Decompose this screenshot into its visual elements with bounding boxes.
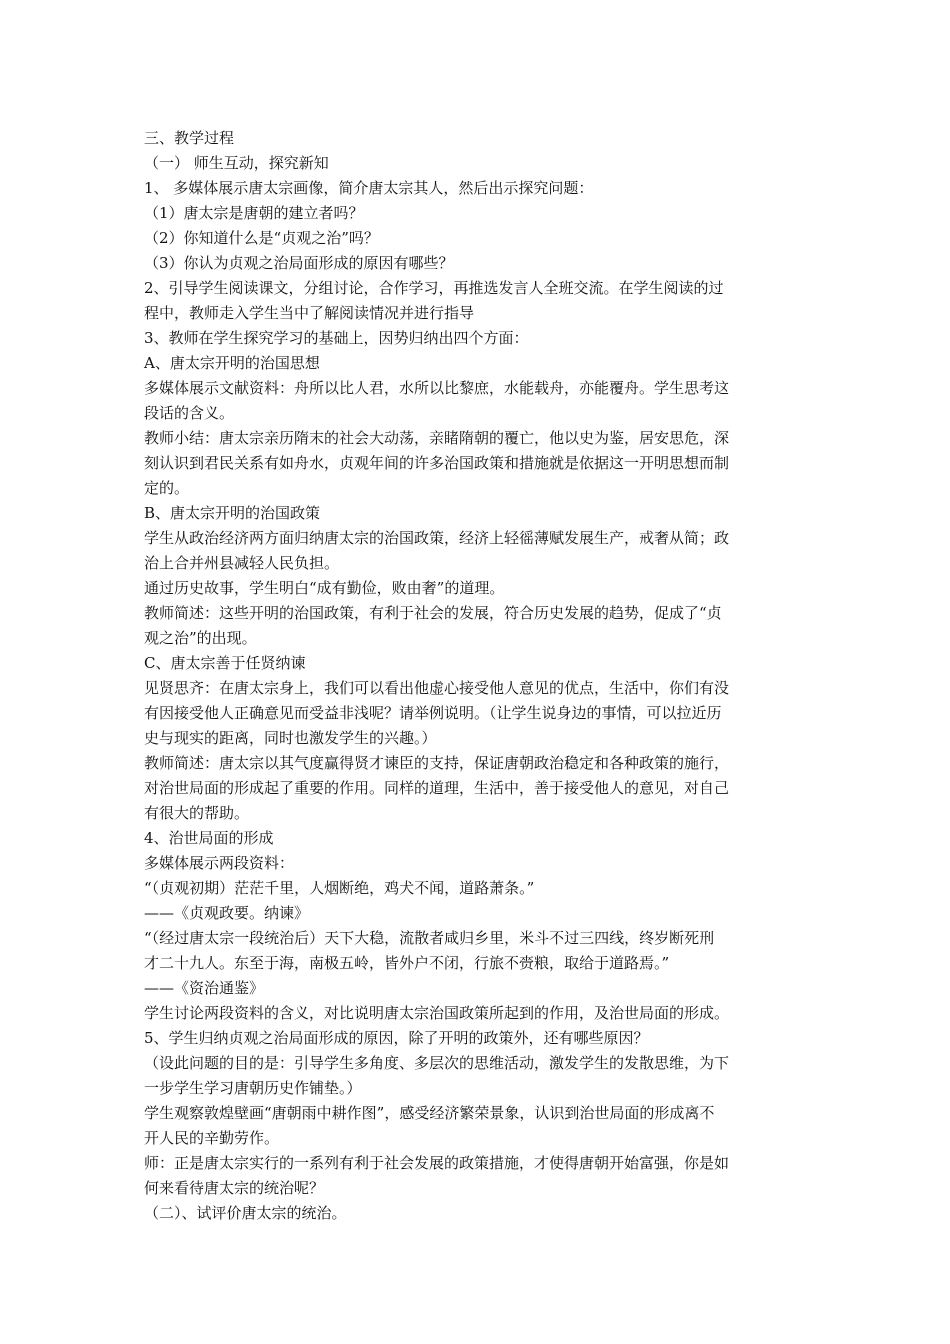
step-3: 3、教师在学生探究学习的基础上，因势归纳出四个方面：: [144, 329, 529, 347]
section-heading: 三、教学过程: [144, 129, 235, 147]
subsection-heading-1: （一） 师生互动，探究新知: [144, 154, 329, 172]
point-a-summary: 刻认识到君民关系有如舟水，贞观年间的许多治国政策和措施就是依据这一开明思想而制: [144, 454, 730, 472]
step-5-note: （设此问题的目的是：引导学生多角度、多层次的思维活动，激发学生的发散思维，为下: [144, 1054, 730, 1072]
step-2-line-2: 程中，教师走入学生当中了解阅读情况并进行指导: [144, 304, 475, 322]
point-a-text: 多媒体展示文献资料：舟所以比人君，水所以比黎庶，水能载舟，亦能覆舟。学生思考这: [144, 379, 730, 397]
point-a-summary: 定的。: [144, 479, 190, 497]
point-c-text: 有因接受他人正确意见而受益非浅呢？请举例说明。（让学生说身边的事情，可以拉近历: [144, 704, 722, 722]
teacher-question: 师：正是唐太宗实行的一系列有利于社会发展的政策措施，才使得唐朝开始富强，你是如: [144, 1154, 730, 1172]
step-5: 5、学生归纳贞观之治局面形成的原因，除了开明的政策外，还有哪些原因？: [144, 1029, 649, 1047]
step-5-observation: 开人民的辛勤劳作。: [144, 1129, 280, 1147]
point-c-summary: 对治世局面的形成起了重要的作用。同样的道理，生活中，善于接受他人的意见，对自己: [144, 779, 730, 797]
point-c-summary: 有很大的帮助。: [144, 804, 250, 822]
quote-1: “（贞观初期）茫茫千里，人烟断绝，鸡犬不闻，道路萧条。”: [144, 879, 535, 897]
quote-2: “（经过唐太宗一段统治后）天下大稳，流散者咸归乡里，米斗不过三四线，终岁断死刑: [144, 929, 715, 947]
point-c-title: C、唐太宗善于任贤纳谏: [144, 654, 306, 672]
point-b-story: 通过历史故事，学生明白“成有勤俭，败由奢”的道理。: [144, 579, 505, 597]
step-4-discussion: 学生讨论两段资料的含义，对比说明唐太宗治国政策所起到的作用，及治世局面的形成。: [144, 1004, 730, 1022]
point-b-summary: 教师简述：这些开明的治国政策，有利于社会的发展，符合历史发展的趋势，促成了“贞: [144, 604, 722, 622]
point-b-text: 治上合并州县减轻人民负担。: [144, 554, 340, 572]
step-4-intro: 多媒体展示两段资料：: [144, 854, 295, 872]
point-c-text: 见贤思齐：在唐太宗身上，我们可以看出他虚心接受他人意见的优点，生活中，你们有没: [144, 679, 730, 697]
step-5-note: 一步学生学习唐朝历史作铺垫。）: [144, 1079, 362, 1097]
step-1: 1、 多媒体展示唐太宗画像，简介唐太宗其人，然后出示探究问题：: [144, 179, 594, 197]
point-a-summary: 教师小结：唐太宗亲历隋末的社会大动荡，亲睹隋朝的覆亡，他以史为鉴，居安思危，深: [144, 429, 730, 447]
subsection-heading-2: （二）、试评价唐太宗的统治。: [144, 1204, 347, 1222]
point-b-summary: 观之治”的出现。: [144, 629, 257, 647]
question-3: （3）你认为贞观之治局面形成的原因有哪些？: [144, 254, 454, 272]
step-2-line-1: 2、引导学生阅读课文，分组讨论，合作学习，再推选发言人全班交流。在学生阅读的过: [144, 279, 724, 297]
point-c-summary: 教师简述：唐太宗以其气度赢得贤才谏臣的支持，保证唐朝政治稳定和各种政策的施行，: [144, 754, 730, 772]
point-a-text: 段话的含义。: [144, 404, 235, 422]
question-1: （1）唐太宗是唐朝的建立者吗？: [144, 204, 364, 222]
quote-2-source: ——《资治通鉴》: [144, 979, 265, 997]
teacher-question: 何来看待唐太宗的统治呢？: [144, 1179, 325, 1197]
question-2: （2）你知道什么是“贞观之治”吗？: [144, 229, 379, 247]
document-body: [144, 126, 808, 1226]
point-c-text: 史与现实的距离，同时也激发学生的兴趣。）: [144, 729, 437, 747]
point-a-title: A、唐太宗开明的治国思想: [144, 354, 320, 372]
point-b-title: B、唐太宗开明的治国政策: [144, 504, 321, 522]
point-b-text: 学生从政治经济两方面归纳唐太宗的治国政策，经济上轻徭薄赋发展生产，戒奢从简；政: [144, 529, 730, 547]
quote-2: 才二十九人。东至于海，南极五岭，皆外户不闭，行旅不赍粮，取给于道路焉。”: [144, 954, 670, 972]
step-4: 4、治世局面的形成: [144, 829, 274, 847]
step-5-observation: 学生观察敦煌壁画“唐朝雨中耕作图”，感受经济繁荣景象，认识到治世局面的形成离不: [144, 1104, 715, 1122]
quote-1-source: ——《贞观政要。纳谏》: [144, 904, 310, 922]
